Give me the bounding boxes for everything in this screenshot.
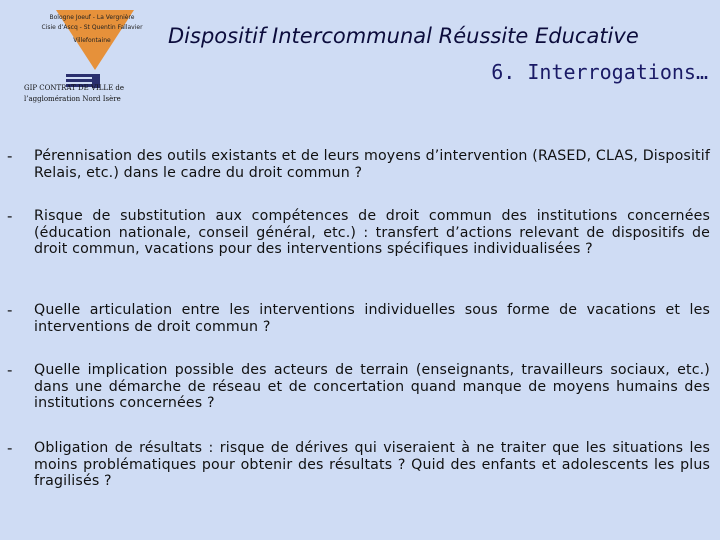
logo-town-1: Bologne Joeuf - La Vergnière [49,14,135,21]
logo-org-line2: l’agglomération Nord Isère [24,95,121,103]
list-item-text: Quelle articulation entre les interventions individuelles sous forme de vacations et les interventions de droit commun ? [34,302,710,335]
logo-town-3: Villefontaine [73,37,111,44]
list-item-text: Obligation de résultats : risque de dérives qui viseraient à ne traiter que les situations les moins problématiques pour obtenir des résultats ? Quid des enfants et adolescents les plus fragilisés ? [34,440,710,489]
logo-org-line1: GIP CONTRAT DE VILLE de [24,84,125,92]
list-item-text: Risque de substitution aux compétences de droit commun des institutions concernées (éducation nationale, conseil général, etc.) : transfert d’actions relevant de dispositifs de droit commun, vacations pour des interventions spécifiques individualisées ? [34,208,710,257]
bullet-dash: - [7,361,13,379]
bullet-dash: - [7,301,13,319]
section-subtitle: 6. Interrogations… [491,60,708,84]
bullet-dash: - [7,147,13,165]
logo-graphic [22,8,162,108]
bullet-dash: - [7,439,13,457]
list-item-text: Pérennisation des outils existants et de leurs moyens d’intervention (RASED, CLAS, Dispositif Relais, etc.) dans le cadre du droit commun ? [34,148,710,181]
logo [22,8,162,108]
logo-town-2: Cisie d’Ascq - St Quentin Fallavier [41,24,143,31]
page-title: Dispositif Intercommunal Réussite Educative [168,24,639,48]
bullet-dash: - [7,207,13,225]
list-item-text: Quelle implication possible des acteurs de terrain (enseignants, travailleurs sociaux, etc.) dans une démarche de réseau et de concertation quand manque de moyens humains des institutions concernées ? [34,362,710,411]
